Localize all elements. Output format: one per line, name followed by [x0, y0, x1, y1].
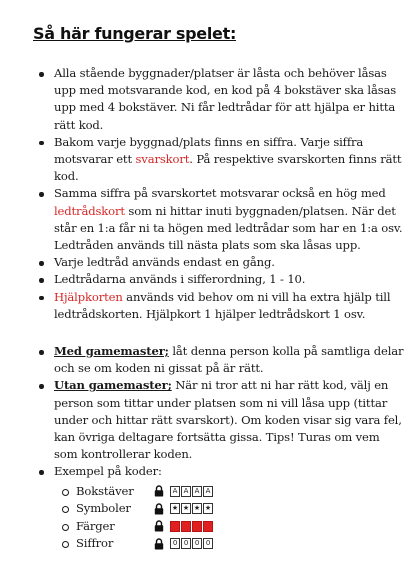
- rule-text: Bakom varje byggnad/plats finns en siffra. Varje siffra motsvarar ett: [54, 134, 364, 167]
- code-chip: ★: [204, 504, 212, 513]
- rule-item: [54, 65, 406, 134]
- padlock-icon: [154, 538, 164, 550]
- code-chip: A: [181, 486, 191, 497]
- highlighted-term: svarskort: [135, 152, 190, 167]
- code-chip: [203, 521, 213, 532]
- example-siffror: [76, 535, 406, 553]
- example-label: Siffror: [76, 536, 114, 551]
- examples-list: [54, 483, 406, 553]
- code-chip: [192, 521, 202, 532]
- mode-item: [54, 377, 406, 463]
- examples-item: [54, 463, 406, 552]
- code-chip: ★: [182, 504, 190, 513]
- example-bokstäver: [76, 483, 406, 501]
- code-chip: A: [170, 486, 180, 497]
- rule-text: som ni hittar inuti byggnaden/platsen. När det står en 1:a får ni ta högen med ledtrådar som har en 1:a osv. Ledtråden används till nästa plats som ska låsas upp.: [54, 203, 403, 253]
- page-title: Så här fungerar spelet:: [33, 24, 237, 43]
- padlock-icon: [154, 485, 164, 497]
- rule-text: Ledtrådarna används i sifferordning, 1 - 10.: [54, 272, 306, 287]
- rule-text: låt denna person kolla på samtliga delar och se om koden ni gissat på är rätt.: [54, 344, 404, 376]
- highlighted-term: ledtrådskort: [54, 203, 125, 218]
- code-chip: 0: [170, 538, 180, 549]
- modes-list: [34, 343, 406, 553]
- rule-text: När ni tror att ni har rätt kod, välj en person som tittar under platsen som ni vill låsa upp (tittar under och hittar rätt svarskort). Om koden visar sig vara fel, kan övriga deltagare fortsätta gissa. Tips! Turas om vem som kontrollerar koden.: [54, 378, 402, 462]
- mode-item: [54, 343, 406, 377]
- rule-text: används vid behov om ni vill ha extra hjälp till ledtrådskorten. Hjälpkort 1 hjälper ledtrådskort 1 osv.: [54, 289, 391, 321]
- code-chip: 0: [181, 538, 191, 549]
- padlock-icon: [154, 520, 164, 532]
- example-label: Färger: [76, 518, 115, 533]
- code-chips: [170, 521, 213, 532]
- rules-list: [34, 65, 406, 323]
- code-chip: 0: [203, 538, 213, 549]
- example-symboler: [76, 500, 406, 518]
- mode-label: Utan gamemaster;: [54, 378, 172, 393]
- rule-text: . På respektive svarskorten finns rätt kod.: [54, 152, 402, 184]
- code-chip: A: [203, 486, 213, 497]
- code-chip: A: [192, 486, 202, 497]
- highlighted-term: Hjälpkorten: [54, 289, 123, 304]
- rule-item: [54, 271, 406, 288]
- padlock-icon: [154, 503, 164, 515]
- rule-item: [54, 134, 406, 186]
- rule-text: Samma siffra på svarskortet motsvarar också en hög med: [54, 186, 386, 201]
- rule-text: Alla stående byggnader/platser är låsta och behöver låsas upp med motsvarande kod, en kod på 4 bokstäver ska låsas upp med 4 bokstäver. Ni får ledtrådar för att hjälpa er hitta rätt kod.: [54, 66, 397, 132]
- code-chip: 0: [192, 538, 202, 549]
- rule-text: Varje ledtråd används endast en gång.: [54, 255, 275, 270]
- examples-heading: Exempel på koder:: [54, 464, 162, 479]
- mode-label: Med gamemaster;: [54, 344, 169, 358]
- code-chip: [170, 521, 180, 532]
- rule-item: [54, 254, 406, 271]
- example-färger: [76, 518, 406, 536]
- code-chip: [181, 521, 191, 532]
- code-chip: ★: [193, 504, 201, 513]
- code-chips: [170, 503, 213, 514]
- rule-item: [54, 289, 406, 323]
- example-label: Symboler: [76, 501, 131, 516]
- code-chips: [170, 486, 213, 497]
- example-label: Bokstäver: [76, 483, 134, 498]
- code-chip: ★: [171, 504, 179, 513]
- rule-item: [54, 185, 406, 254]
- code-chips: [170, 538, 213, 549]
